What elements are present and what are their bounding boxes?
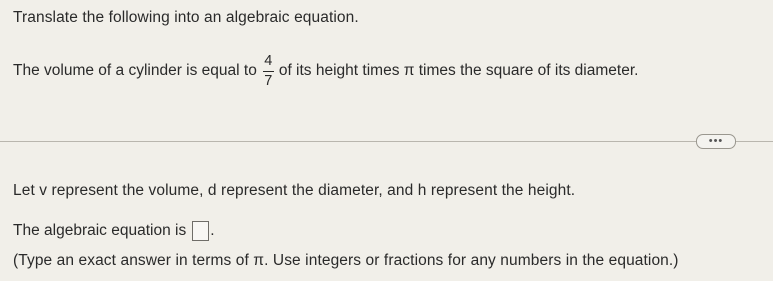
- equation-label: The algebraic equation is: [13, 222, 187, 239]
- fraction: [263, 53, 274, 90]
- answer-input[interactable]: [192, 221, 209, 241]
- problem-statement: [13, 48, 638, 94]
- instruction-text: Translate the following into an algebraic equation.: [13, 9, 359, 26]
- fraction-bar: [263, 71, 274, 72]
- equation-prompt: [13, 221, 215, 241]
- section-divider: [0, 141, 773, 142]
- equation-period: .: [210, 222, 215, 239]
- fraction-denominator: 7: [264, 72, 273, 89]
- answer-hint: (Type an exact answer in terms of π. Use integers or fractions for any numbers in the equation.): [13, 252, 679, 269]
- problem-text-after: of its height times π times the square of its diameter.: [278, 62, 639, 79]
- problem-text-before: The volume of a cylinder is equal to: [13, 62, 257, 79]
- expand-more-button[interactable]: •••: [696, 134, 736, 149]
- fraction-numerator: 4: [264, 52, 273, 69]
- variable-definitions: Let v represent the volume, d represent the diameter, and h represent the height.: [13, 182, 576, 199]
